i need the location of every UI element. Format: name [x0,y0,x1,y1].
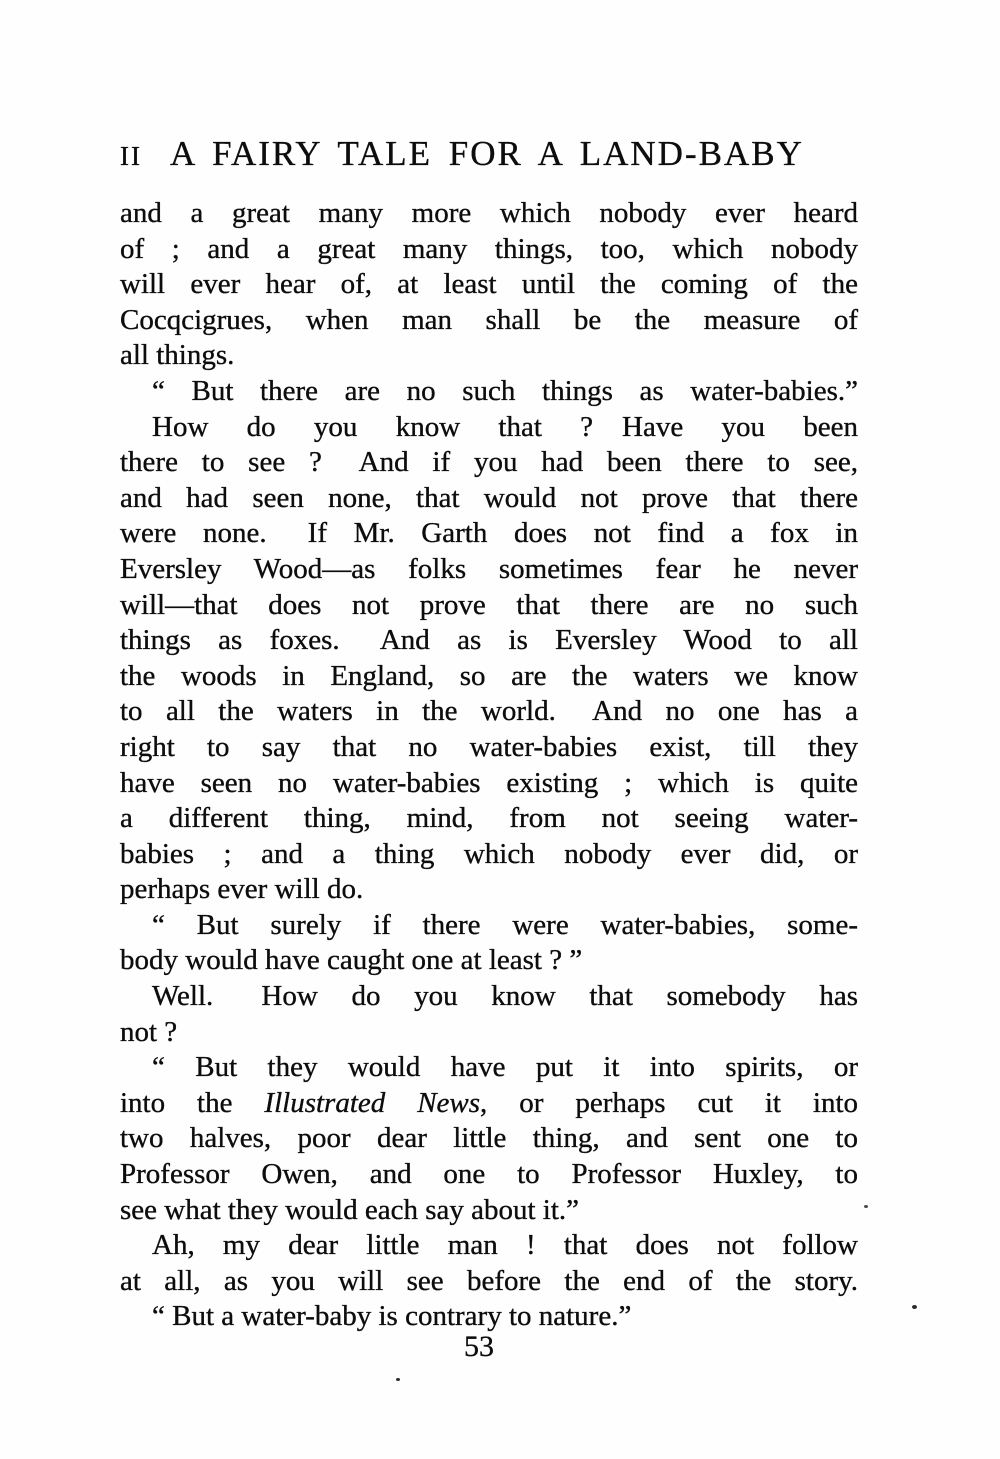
page-number: 53 [464,1330,494,1363]
text-segment: “ But a water-baby is contrary to nature.” [152,1300,632,1333]
page-footer [110,1332,848,1362]
text-segment: Professor Owen, and one to Professor Huxley, to [120,1158,858,1191]
italic-publication-title: Illustrated News [264,1086,481,1119]
body-text [120,196,858,1335]
text-line [120,552,858,588]
text-line [120,766,858,802]
text-segment: Ah, my dear little man ! that does not follow [152,1229,858,1262]
text-line [120,338,858,374]
text-line [120,196,858,232]
text-line [120,801,858,837]
text-segment: “ But they would have put it into spirits, or [152,1051,858,1084]
text-line [120,1050,858,1086]
text-segment: body would have caught one at least ? ” [120,944,583,977]
text-segment: will ever hear of, at least until the coming of the [120,268,858,301]
text-line [120,516,858,552]
text-segment: two halves, poor dear little thing, and sent one to [120,1122,858,1155]
text-segment: into the [120,1086,265,1119]
text-line [120,623,858,659]
text-line [120,303,858,339]
text-line [120,232,858,268]
text-segment: Well. How do you know that somebody has [152,980,858,1013]
text-segment: to all the waters in the world. And no one has a [120,695,858,728]
text-line [120,908,858,944]
text-segment: the woods in England, so are the waters we know [120,659,858,692]
text-line [120,943,858,979]
text-segment: of ; and a great many things, too, which nobody [120,232,858,265]
text-segment: all things. [120,339,235,372]
text-segment: there to see ? And if you had been there to see, [120,446,858,479]
text-line [120,1228,858,1264]
text-segment: “ But surely if there were water-babies, some- [152,908,858,941]
text-segment: will—that does not prove that there are no such [120,588,858,621]
text-segment: things as foxes. And as is Eversley Wood to all [120,624,858,657]
text-segment: Eversley Wood—as folks sometimes fear he never [120,552,858,585]
chapter-numeral: II [120,141,142,171]
scan-speck [864,1205,868,1208]
text-line [120,1015,858,1051]
text-line [120,694,858,730]
text-segment: Cocqcigrues, when man shall be the measure of [120,303,858,336]
running-title: A FAIRY TALE FOR A LAND-BABY [169,134,804,173]
text-line [120,837,858,873]
text-segment: perhaps ever will do. [120,873,364,906]
scan-speck [396,1378,400,1381]
scan-speck [912,1305,917,1309]
text-line [120,481,858,517]
text-line [120,1264,858,1300]
text-line [120,1193,858,1229]
running-header [120,134,860,174]
text-line [120,872,858,908]
text-segment: and a great many more which nobody ever heard [120,197,858,229]
text-segment: have seen no water-babies existing ; which is quite [120,766,858,799]
text-line [120,1086,858,1122]
text-line [120,1121,858,1157]
text-segment: right to say that no water-babies exist, till they [120,730,858,763]
text-segment: “ But there are no such things as water-babies.” [152,374,858,407]
text-segment: see what they would each say about it.” [120,1193,580,1226]
text-line [120,410,858,446]
text-line [120,374,858,410]
text-segment: babies ; and a thing which nobody ever did, or [120,837,858,870]
text-line [120,1157,858,1193]
text-segment: not ? [120,1015,178,1048]
text-line [120,445,858,481]
text-segment: How do you know that ? Have you been [152,410,858,443]
text-line [120,730,858,766]
text-segment: were none. If Mr. Garth does not find a fox in [120,517,858,550]
text-line [120,267,858,303]
text-line [120,588,858,624]
text-line [120,659,858,695]
text-segment: at all, as you will see before the end of the story. [120,1264,858,1297]
text-segment: a different thing, mind, from not seeing water- [120,802,858,835]
text-segment: , or perhaps cut it into [480,1086,858,1119]
text-segment: and had seen none, that would not prove that there [120,481,858,514]
text-line [120,979,858,1015]
